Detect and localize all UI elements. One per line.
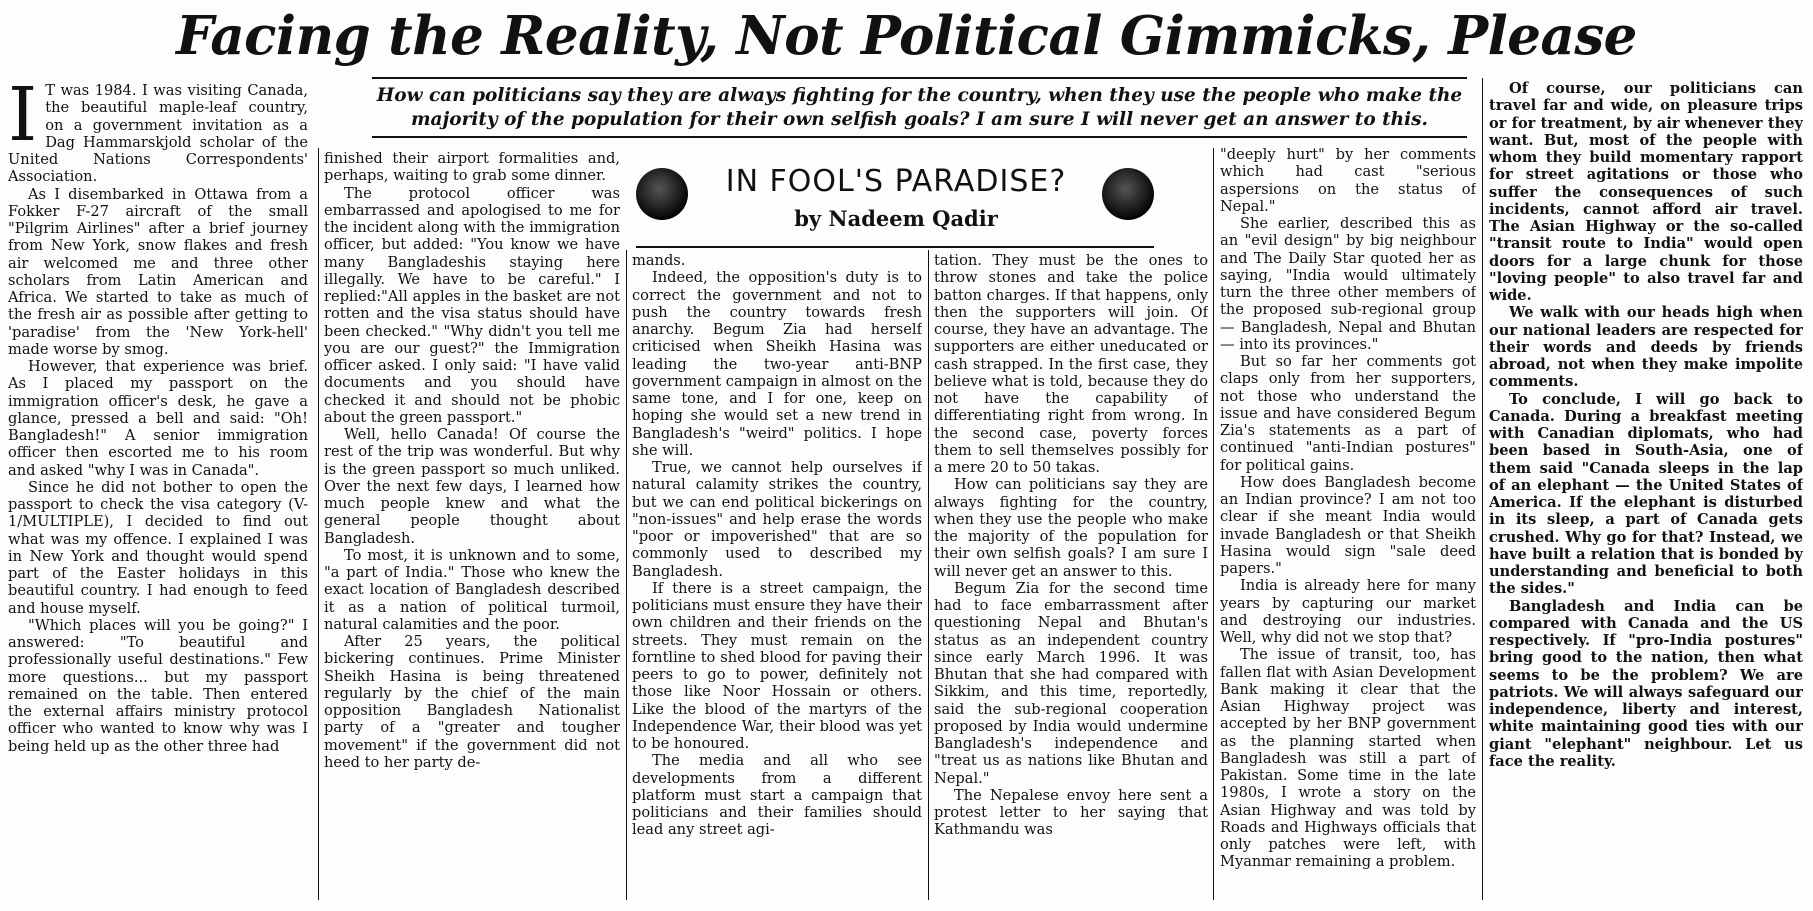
drop-cap: I [8, 82, 38, 158]
paragraph: Indeed, the opposition's duty is to correct the government and not to push the country towards fresh anarchy. Begum Zia had herself criticised when Sheikh Hasina was leading the two-year anti-BNP government campaign in almost on the same tone, and I for one, keep on hoping she would set a new trend in Bangladesh's "weird" politics. I hope she will. [632, 269, 922, 459]
paragraph: Of course, our politicians can travel far and wide, on pleasure trips or for treatment, by air whenever they want. But, most of the people with whom they build momentary rapport for street agitations or those who suffer the consequences of such incidents, cannot afford air travel. The Asian Highway or the so-called "transit route to India" would open doors for a large chunk for those "loving people" to also travel far and wide. [1489, 80, 1803, 304]
paragraph: True, we cannot help ourselves if natural calamity strikes the country, but we can end political bickerings on "non-issues" and help erase the words "poor or impoverished" that are so commonly used to described my Bangladesh. [632, 459, 922, 580]
paragraph: mands. [632, 252, 686, 269]
paragraph: The media and all who see developments from a different platform must start a campaign that politicians and their families should lead any street agi- [632, 752, 922, 839]
paragraph: The issue of transit, too, has fallen flat with Asian Development Bank making it clear that the Asian Highway project was accepted by her BNP government as the planning started when Bangladesh was still a part of Pakistan. Some time in the late 1980s, I wrote a story on the Asian Highway and was told by Roads and Highways officials that only patches were left, with Myanmar remaining a problem. [1220, 646, 1476, 871]
paragraph: She earlier, described this as an "evil design" by big neighbour and The Daily Star quoted her as saying, "India would ultimately turn the three other members of the proposed sub-regional group — Bangladesh, Nepal and Bhutan — into its provinces." [1220, 215, 1476, 353]
column-title: IN FOOL'S PARADISE? [725, 164, 1067, 199]
article-column-3 [632, 252, 922, 902]
column-rule-5 [1482, 78, 1483, 900]
rule-under-deck [372, 136, 1467, 138]
paragraph: finished their airport formalities and, perhaps, waiting to grab some dinner. [324, 150, 620, 185]
column-header-box [636, 148, 1154, 240]
paragraph: "Which places will you be going?" I answered: "To beautiful and professionally useful destinations." Few more questions... but my passport remained on the table. Then entered the external affairs ministry protocol officer who wanted to know why was I being held up as the other three had [8, 616, 308, 755]
paragraph: How can politicians say they are always fighting for the country, when they use the people who make the majority of the population for their own selfish goals? I am sure I will never get an answer to this. [934, 476, 1208, 580]
paragraph: As I disembarked in Ottawa from a Fokker F-27 aircraft of the small "Pilgrim Airlines" after a brief journey from New York, snow flakes and fresh air welcomed me and three other scholars from Latin American and Africa. We started to take as much of the fresh air as possible after getting to 'paradise' from the 'New York-hell' made worse by smog. [8, 185, 308, 358]
article-column-5 [1220, 146, 1476, 902]
column-rule-3 [928, 250, 929, 900]
paragraph: The protocol officer was embarrassed and apologised to me for the incident along with the immigration officer, but added: "You know we have many Bangladeshis staying here illegally. We have to be careful." I replied:"All apples in the basket are not rotten and the visa status should have been checked." "Why didn't you tell me you are our guest?" the Immigration officer asked. I only said: "I have valid documents and you should have checked it and should not be phobic about the green passport." [324, 184, 620, 426]
paragraph: How does Bangladesh become an Indian province? I am not too clear if she meant India would invade Bangladesh or that Sheikh Hasina would sign "sale deed papers." [1220, 473, 1476, 577]
paragraph: But so far her comments got claps only from her supporters, not those who understand the issue and have considered Begum Zia's statements as a part of continued "anti-Indian postures" for political gains. [1220, 353, 1476, 474]
paragraph: T was 1984. I was visiting Canada, the beautiful maple-leaf country, on a government invitation as a Dag Hammarskjold scholar of the United Nations Correspondents' Association. [8, 82, 308, 186]
paragraph: Well, hello Canada! Of course the rest of the trip was wonderful. But why is the green passport so much unliked. Over the next few days, I learned how much people knew and what the general people thought about Bangladesh. [324, 426, 620, 547]
article-column-2 [324, 150, 620, 902]
paragraph: However, that experience was brief. As I placed my passport on the immigration officer's desk, he gave a glance, pressed a bell and said: "Oh! Bangladesh!" A senior immigration officer then escorted me to his room and asked "why I was in Canada". [8, 358, 308, 479]
paragraph: To most, it is unknown and to some, "a part of India." Those who knew the exact location of Bangladesh described it as a nation of political turmoil, natural calamities and the poor. [324, 546, 620, 633]
article-column-6 [1489, 80, 1803, 902]
column-rule-4 [1213, 148, 1214, 900]
emblem-left-icon [636, 168, 688, 220]
paragraph: tation. They must be the ones to throw stones and take the police batton charges. If that happens, only then the supporters will join. Of course, they have an advantage. The supporters are either uneducated or cash strapped. In the first case, they believe what is told, because they do not have the capability of differentiating right from wrong. In the second case, poverty forces them to sell themselves possibly for a mere 20 to 50 takas. [934, 252, 1208, 476]
column-rule-1 [318, 148, 319, 900]
paragraph: We walk with our heads high when our national leaders are respected for their words and deeds by friends abroad, not when they make impolite comments. [1489, 304, 1803, 391]
paragraph: "deeply hurt" by her comments which had cast "serious aspersions on the status of Nepal." [1220, 146, 1476, 215]
deck-subheadline: How can politicians say they are always fighting for the country, when they use the people who make the majority of the population for their own selfish goals? I am sure I will never get an answer to this. [376, 85, 1463, 130]
paragraph: India is already here for many years by capturing our market and destroying our industries. Well, why did not we stop that? [1220, 577, 1476, 646]
article-column-1 [8, 82, 308, 902]
paragraph: If there is a street campaign, the politicians must ensure they have their own children and their friends on the streets. They must remain on the forntline to shed blood for paving their peers to go to power, definitely not those like Noor Hossain or others. Like the blood of the martyrs of the Independence War, their blood was yet to be honoured. [632, 579, 922, 752]
article-column-4 [934, 252, 1208, 902]
headline: Facing the Reality, Not Political Gimmicks, Please [176, 5, 1637, 67]
rule-box-bottom [636, 246, 1154, 248]
rule-under-deck-top [372, 77, 1467, 79]
paragraph: Bangladesh and India can be compared with Canada and the US respectively. If "pro-India postures" bring good to the nation, then what seems to be the problem? We are patriots. We will always safeguard our independence, liberty and interest, white maintaining good ties with our giant "elephant" neighbour. Let us face the reality. [1489, 597, 1803, 770]
paragraph: The Nepalese envoy here sent a protest letter to her saying that Kathmandu was [934, 786, 1208, 839]
column-rule-2 [626, 250, 627, 900]
paragraph: Since he did not bother to open the passport to check the visa category (V-1/MULTIPLE), I decided to find out what was my offence. I explained I was in New York and thought would spend part of the Easter holidays in this beautiful country. I had enough to feed and house myself. [8, 478, 308, 617]
paragraph: After 25 years, the political bickering continues. Prime Minister Sheikh Hasina is being threatened regularly by the chief of the main opposition Bangladesh Nationalist party of a "greater and tougher movement" if the government did not heed to her party de- [324, 633, 620, 771]
byline: by Nadeem Qadir [794, 206, 998, 231]
paragraph: Begum Zia for the second time had to face embarrassment after questioning Nepal and Bhutan's status as an independent country since early March 1996. It was Bhutan that she had compared with Sikkim, and this time, reportedly, said the sub-regional cooperation proposed by India would undermine Bangladesh's independence and "treat us as nations like Bhutan and Nepal." [934, 579, 1208, 787]
emblem-right-icon [1102, 168, 1154, 220]
paragraph: To conclude, I will go back to Canada. During a breakfast meeting with Canadian diplomats, who had been based in South-Asia, one of them said "Canada sleeps in the lap of an elephant — the United States of America. If the elephant is disturbed in its sleep, a part of Canada gets crushed. Why go for that? Instead, we have built a relation that is bonded by understanding and beneficial to both the sides." [1489, 390, 1803, 598]
